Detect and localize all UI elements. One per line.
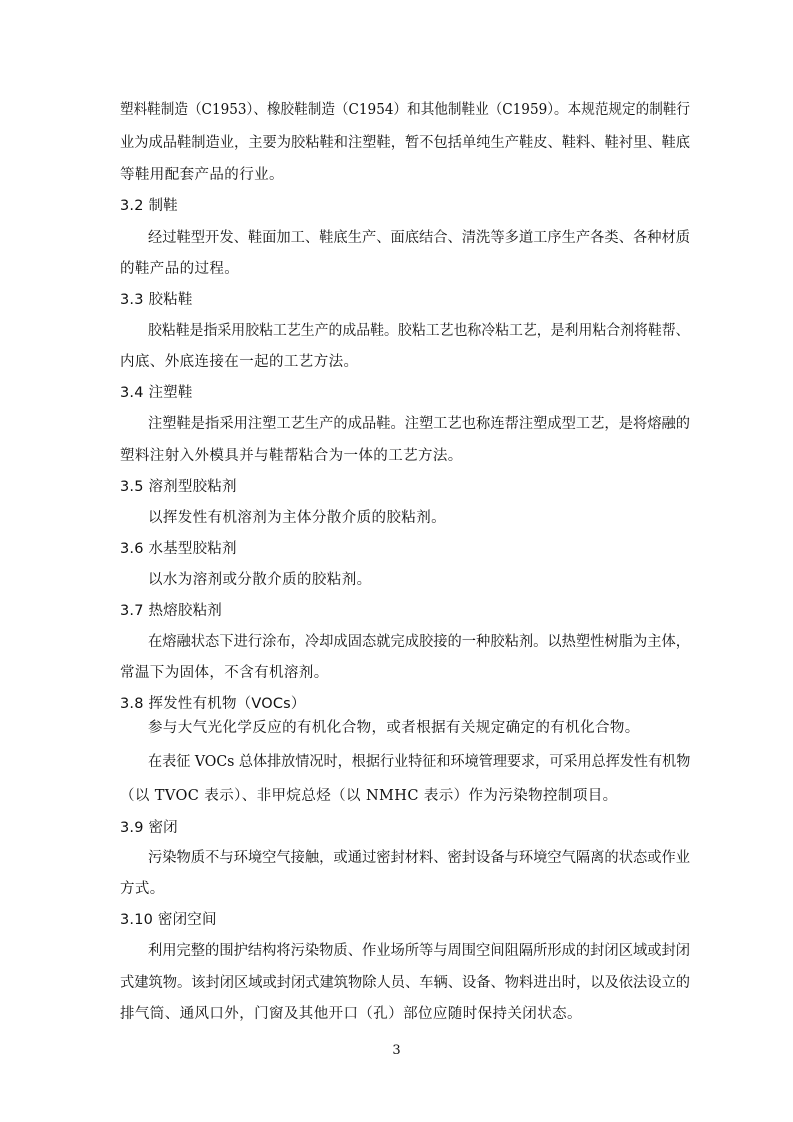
paragraph-line: 在表征 VOCs 总体排放情况时，根据行业特征和环境管理要求，可采用总挥发性有机物	[148, 754, 691, 770]
paragraph-line: 胶粘鞋是指采用胶粘工艺生产的成品鞋。胶粘工艺也称冷粘工艺，是利用粘合剂将鞋帮、	[148, 323, 690, 339]
paragraph-line: 以水为溶剂或分散介质的胶粘剂。	[148, 572, 372, 588]
section-heading: 3.3 胶粘鞋	[120, 292, 193, 308]
section-heading: 3.2 制鞋	[120, 198, 178, 214]
paragraph-line: （以 TVOC 表示）、非甲烷总烃（以 NMHC 表示）作为污染物控制项目。	[120, 788, 618, 804]
page-number: 3	[392, 1043, 401, 1058]
section-heading: 3.6 水基型胶粘剂	[120, 541, 237, 557]
section-heading: 3.8 挥发性有机物（VOCs）	[120, 696, 306, 712]
paragraph-line: 等鞋用配套产品的行业。	[120, 167, 284, 183]
paragraph-line: 内底、外底连接在一起的工艺方法。	[120, 354, 359, 370]
paragraph-line: 以挥发性有机溶剂为主体分散介质的胶粘剂。	[148, 510, 446, 526]
paragraph-line: 经过鞋型开发、鞋面加工、鞋底生产、面底结合、清洗等多道工序生产各类、各种材质	[148, 230, 691, 246]
paragraph-line: 在熔融状态下进行涂布，冷却成固态就完成胶接的一种胶粘剂。以热塑性树脂为主体，	[148, 634, 691, 650]
paragraph-line: 利用完整的围护结构将污染物质、作业场所等与周围空间阻隔所形成的封闭区域或封闭	[148, 943, 691, 959]
paragraph-line: 注塑鞋是指采用注塑工艺生产的成品鞋。注塑工艺也称连帮注塑成型工艺，是将熔融的	[148, 416, 691, 432]
section-heading: 3.4 注塑鞋	[120, 385, 193, 401]
paragraph-line: 塑料鞋制造（C1953）、橡胶鞋制造（C1954）和其他制鞋业（C1959）。本规范规定的制鞋行	[120, 102, 690, 118]
section-heading: 3.9 密闭	[120, 820, 178, 836]
paragraph-line: 污染物质不与环境空气接触，或通过密封材料、密封设备与环境空气隔离的状态或作业	[148, 850, 691, 866]
paragraph-line: 常温下为固体，不含有机溶剂。	[120, 665, 329, 681]
paragraph-line: 方式。	[120, 881, 165, 897]
paragraph-line: 排气筒、通风口外，门窗及其他开口（孔）部位应随时保持关闭状态。	[120, 1006, 582, 1022]
paragraph-line: 业为成品鞋制造业，主要为胶粘鞋和注塑鞋，暂不包括单纯生产鞋皮、鞋料、鞋衬里、鞋底	[120, 135, 691, 151]
section-heading: 3.5 溶剂型胶粘剂	[120, 479, 237, 495]
section-heading: 3.10 密闭空间	[120, 912, 217, 928]
paragraph-line: 式建筑物。该封闭区域或封闭式建筑物除人员、车辆、设备、物料进出时，以及依法设立的	[120, 975, 691, 991]
section-heading: 3.7 热熔胶粘剂	[120, 603, 222, 619]
paragraph-line: 参与大气光化学反应的有机化合物，或者根据有关规定确定的有机化合物。	[148, 720, 640, 736]
paragraph-line: 塑料注射入外模具并与鞋帮粘合为一体的工艺方法。	[120, 448, 463, 464]
paragraph-line: 的鞋产品的过程。	[120, 261, 240, 277]
